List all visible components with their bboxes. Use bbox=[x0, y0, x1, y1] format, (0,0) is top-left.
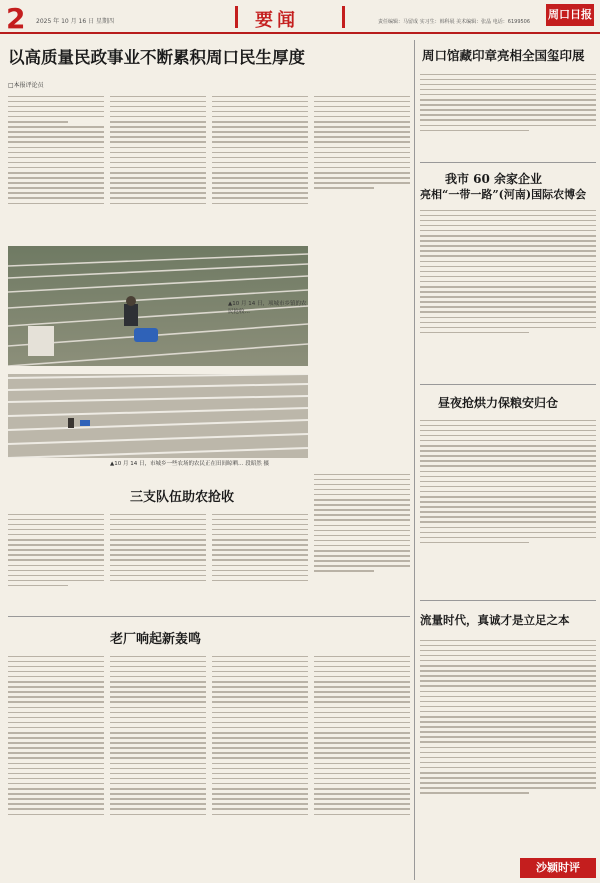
farm-photo-2 bbox=[8, 374, 308, 458]
right-mid-text bbox=[420, 206, 596, 376]
bottom-text-col-1 bbox=[8, 652, 104, 878]
section-divider bbox=[420, 384, 596, 385]
center-text-col-3 bbox=[212, 510, 308, 610]
lead-text-col-2 bbox=[110, 92, 206, 242]
bottom-text-col-2 bbox=[110, 652, 206, 878]
lead-byline: □本报评论员 bbox=[8, 82, 44, 89]
editor-credits: 责任编辑：马留成 实习生：韩科展 美术编辑：张晶 电话：6199506 bbox=[378, 19, 531, 25]
page-number: 2 bbox=[6, 2, 26, 35]
column-tag: 沙颍时评 bbox=[520, 858, 596, 878]
lead-text-col-1 bbox=[8, 92, 104, 242]
bottom-right-headline[interactable]: 流量时代，真诚才是立足之本 bbox=[420, 613, 570, 627]
newspaper-logo: 周口日报 bbox=[546, 4, 594, 26]
field-aerial-image bbox=[8, 374, 308, 458]
section-divider bbox=[420, 600, 596, 601]
bottom-left-headline[interactable]: 老厂响起新轰鸣 bbox=[110, 632, 202, 647]
bottom-text-col-4 bbox=[314, 652, 410, 878]
center-text-col-1 bbox=[8, 510, 104, 610]
right-mid-headline-2[interactable]: 亮相“一带一路”(河南)国际农博会 bbox=[420, 188, 587, 201]
right-low-headline[interactable]: 昼夜抢烘力保粮安归仓 bbox=[438, 396, 559, 410]
bottom-text-col-3 bbox=[212, 652, 308, 878]
masthead bbox=[0, 0, 600, 34]
photo1-caption: ▲10 月 14 日，项城市乡镇的农民抢收… bbox=[228, 301, 307, 315]
right-top-text bbox=[420, 70, 596, 158]
lead-text-col-4 bbox=[314, 92, 410, 242]
bottom-right-text bbox=[420, 636, 596, 850]
column-divider bbox=[414, 40, 415, 880]
photo2-caption: ▲10 月 14 日，市城乡一些农场的农民正在田间晾晒… 段昭然 摄 bbox=[110, 461, 269, 467]
lead-text-col-3 bbox=[212, 92, 308, 242]
right-low-text bbox=[420, 416, 596, 590]
right-top-headline[interactable]: 周口馆藏印章亮相全国玺印展 bbox=[422, 48, 585, 63]
issue-date: 2025 年 10 月 16 日 星期四 bbox=[36, 18, 114, 25]
center-text-col-4 bbox=[314, 470, 410, 610]
section-title: 要闻 bbox=[255, 10, 299, 31]
right-mid-headline-1[interactable]: 我市 60 余家企业 bbox=[445, 172, 543, 186]
lead-headline[interactable]: 以高质量民政事业不断累积周口民生厚度 bbox=[8, 48, 305, 67]
center-text-col-2 bbox=[110, 510, 206, 610]
center-headline[interactable]: 三支队伍助农抢收 bbox=[130, 490, 235, 505]
section-divider bbox=[8, 616, 410, 617]
section-divider bbox=[420, 162, 596, 163]
